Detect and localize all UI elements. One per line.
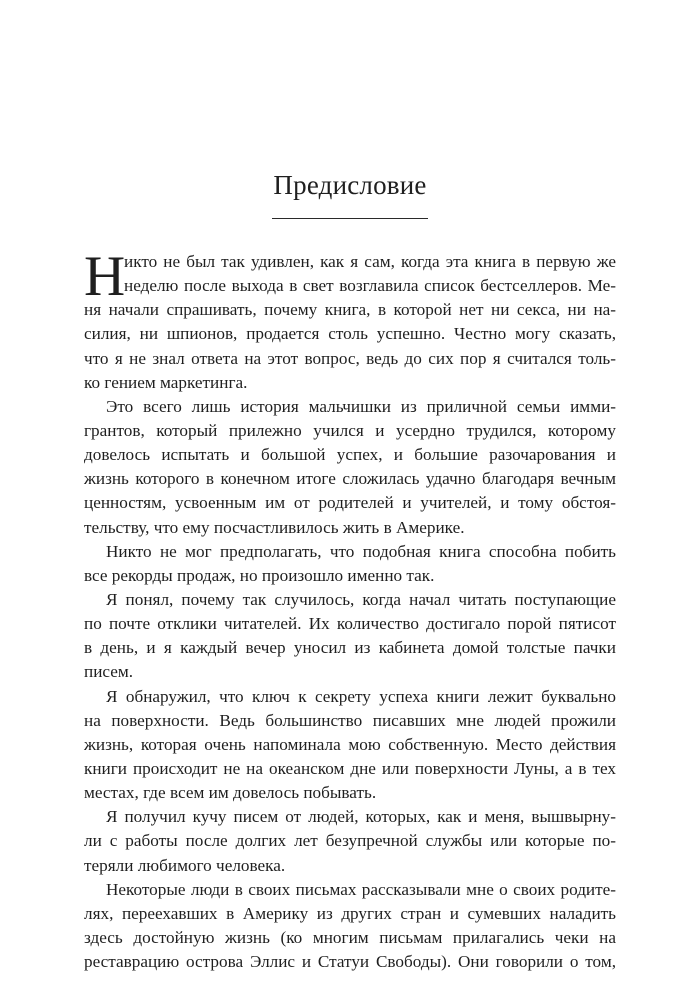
text-line: Я понял, почему так случилось, когда начал читать поступающие bbox=[106, 589, 616, 609]
text-line: жизнь которого в конечном итоге сложилась удачно благодаря вечным bbox=[84, 469, 616, 489]
text-line: довелось испытать и большой успех, и большие разочарования и bbox=[84, 445, 616, 465]
text-line: Я получил кучу писем от людей, которых, как и меня, вышвырну- bbox=[106, 807, 616, 827]
text-line: на поверхности. Ведь большинство писавших мне людей прожили bbox=[84, 710, 616, 730]
text-line: силия, ни шпионов, продается столь успешно. Честно могу сказать, bbox=[84, 324, 616, 344]
chapter-title: Предисловие bbox=[273, 170, 427, 200]
text-line: в день, и я каждый вечер уносил из кабинета домой толстые пачки bbox=[84, 638, 616, 658]
text-line: книги происходит не на океанском дне или поверхности Луны, а в тех bbox=[84, 758, 616, 778]
text-line: Никто не мог предполагать, что подобная книга способна побить bbox=[106, 541, 616, 561]
text-line: все рекорды продаж, но произошло именно так. bbox=[84, 565, 435, 585]
drop-cap: Н bbox=[84, 245, 126, 308]
title-underline bbox=[272, 218, 428, 219]
text-line: по почте отклики читателей. Их количество достигало порой пятисот bbox=[84, 614, 616, 634]
text-line: тельству, что ему посчастливилось жить в Америке. bbox=[84, 517, 465, 537]
text-line: ко гением маркетинга. bbox=[84, 372, 248, 392]
text-line: реставрацию острова Эллис и Статуи Свободы). Они говорили о том, bbox=[84, 952, 616, 972]
text-line: здесь достойную жизнь (ко многим письмам прилагались чеки на bbox=[84, 927, 616, 947]
text-line: теряли любимого человека. bbox=[84, 855, 286, 875]
text-line: писем. bbox=[84, 662, 134, 682]
text-line: что я не знал ответа на этот вопрос, ведь до сих пор я считался толь- bbox=[84, 348, 616, 368]
text-line: неделю после выхода в свет возглавила список бестселлеров. Ме- bbox=[124, 276, 616, 296]
text-line: жизнь, которая очень напоминала мою собственную. Место действия bbox=[84, 734, 616, 754]
text-line: икто не был так удивлен, как я сам, когда эта книга в первую же bbox=[124, 252, 616, 271]
text-line: местах, где всем им довелось побывать. bbox=[84, 783, 377, 803]
text-line: Я обнаружил, что ключ к секрету успеха книги лежит буквально bbox=[106, 686, 616, 706]
body-text bbox=[84, 245, 616, 974]
text-line: Это всего лишь история мальчишки из приличной семьи имми- bbox=[106, 396, 616, 416]
text-line: ня начали спрашивать, почему книга, в которой нет ни секса, ни на- bbox=[84, 300, 616, 320]
text-line: грантов, который прилежно учился и усердно трудился, которому bbox=[84, 420, 616, 440]
text-line: лях, переехавших в Америку из других стран и сумевших наладить bbox=[84, 903, 616, 923]
text-line: ли с работы после долгих лет безупречной службы или которые по- bbox=[84, 831, 616, 851]
text-line: Некоторые люди в своих письмах рассказывали мне о своих родите- bbox=[106, 879, 616, 899]
text-line: ценностям, усвоенным им от родителей и учителей, и тому обстоя- bbox=[84, 493, 616, 513]
